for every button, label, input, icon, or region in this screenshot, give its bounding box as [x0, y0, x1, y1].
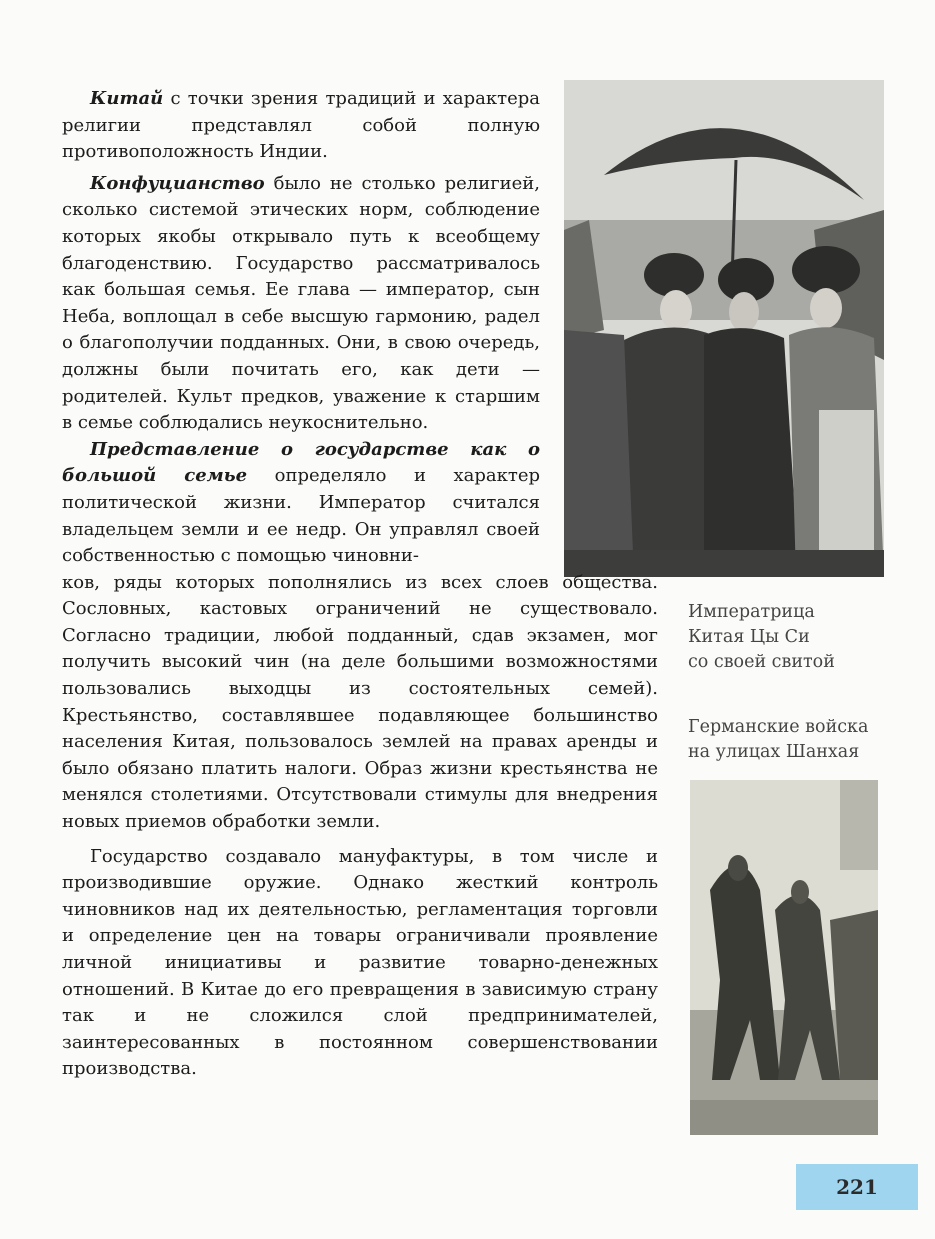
paragraph-china [62, 86, 540, 166]
main-text [62, 86, 658, 1083]
term-china: Китай [90, 88, 164, 109]
photo-troops-image [690, 780, 878, 1135]
paragraph-manufactures: Государство создавало мануфактуры, в том числе и производившие оружие. Однако жесткий контроль чиновников над их деятельностью, регламентация торговли и определение цен на товары ограничивали проявление личной инициативы и развитие товарно-денежных отношений. В Китае до его превращения в зависимую страну так и не сложился слой предпринимателей, заинтересованных в постоянном совершенствовании производства. [62, 845, 658, 1080]
caption-empress [688, 600, 835, 675]
paragraph-confucianism [62, 171, 540, 437]
photo-german-troops [690, 780, 878, 1135]
term-state-family: Представление о государстве как о большой семье [62, 438, 540, 487]
paragraph-state-family-a [62, 437, 540, 570]
caption-troops [688, 715, 868, 765]
caption-empress-line-1: Императрица [688, 602, 815, 622]
paragraph-china-text: с точки зрения традиций и характера религии представлял собой полную противоположность Индии. [62, 88, 540, 163]
caption-troops-line-2: на улицах Шанхая [688, 742, 860, 762]
paragraph-state-family-b: ков, ряды которых пополнялись из всех слоев общества. Сословных, кастовых ограничений не существовало. Согласно традиции, любой подданный, сдав экзамен, мог получить высокий чин (на деле большими возможностями пользовались выходцы из состоятельных семей). Крестьянство, составлявшее подавляющее большинство населения Китая, пользовалось землей на правах аренды и было обязано платить налоги. Образ жизни крестьянства не менялся столетиями. Отсутствовали стимулы для внедрения новых приемов обработки земли. [62, 571, 658, 833]
paragraph-confucianism-text: было не столько религией, сколько системой этических норм, соблюдение которых якобы открывало путь к всеобщему благоденствию. Государство рассматривалось как большая семья. Ее глава — император, сын Неба, воплощал в себе высшую гармонию, радел о благополучии подданных. Они, в свою очередь, должны были почитать его, как дети — родителей. Культ предков, уважение к старшим в семье соблюдались неукоснительно. [62, 172, 540, 434]
paragraph-state-family-text-a: определяло и характер политической жизни. Император считался владельцем земли и ее недр. Он управлял своей собственностью с помощью чиновни- [62, 465, 540, 567]
caption-empress-line-2: Китая Цы Си [688, 627, 810, 647]
term-confucianism: Конфуцианство [90, 172, 265, 194]
page-number: 221 [796, 1164, 918, 1210]
caption-troops-line-1: Германские войска [688, 717, 869, 737]
caption-empress-line-3: со своей свитой [688, 652, 835, 672]
